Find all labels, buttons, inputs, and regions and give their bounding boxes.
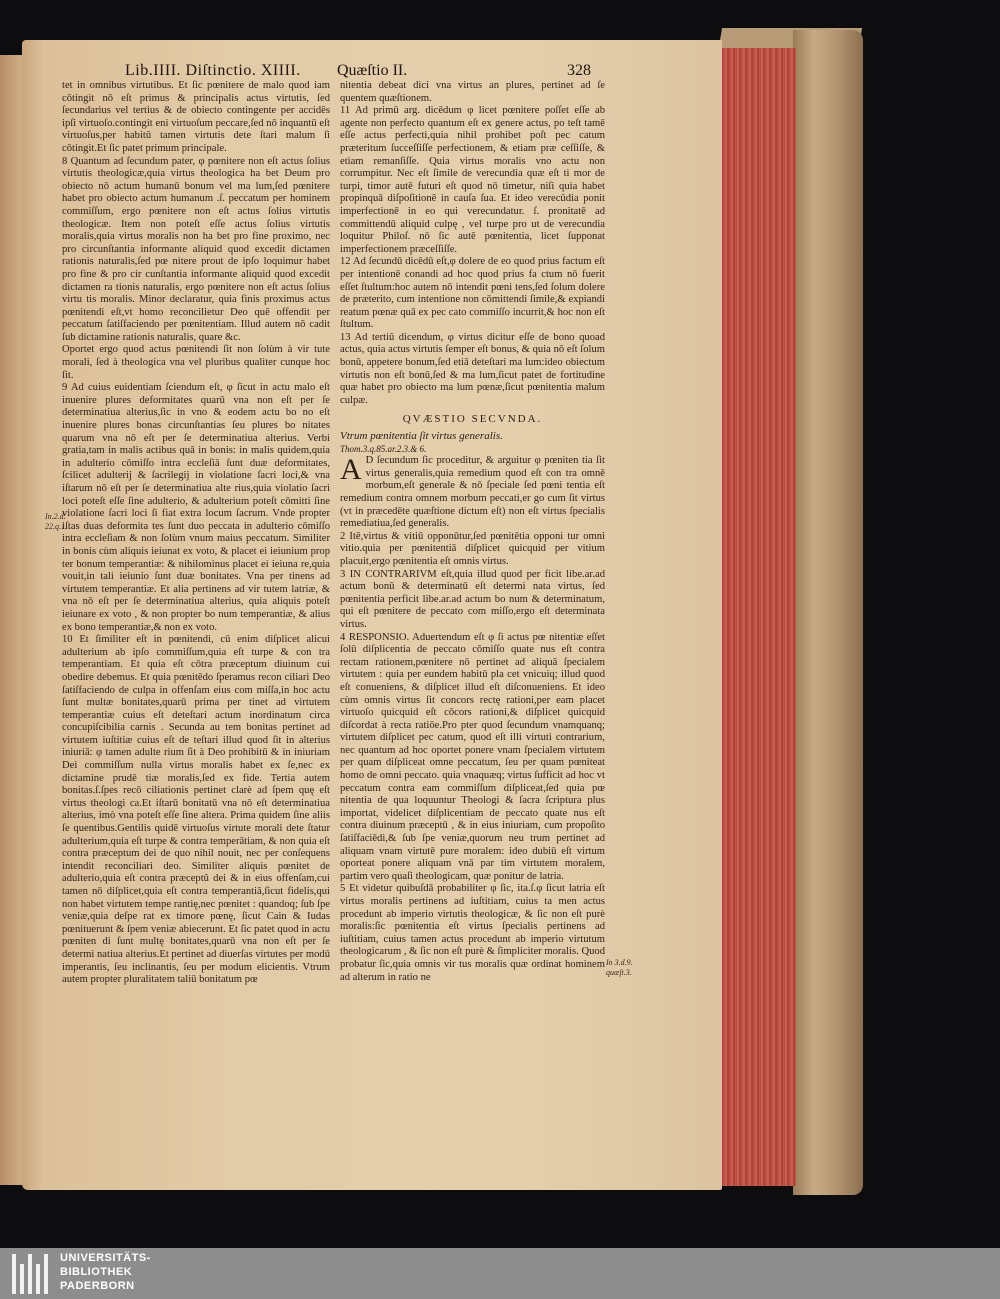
running-head-question: Quæſtio II. [337,62,408,79]
library-logo-icon [12,1254,52,1294]
running-head-left: Lib.IIII. Diſtinctio. XIIII. [125,62,301,79]
library-footer [0,1248,1000,1299]
paragraph: 8 Quantum ad ſecundum pater, φ pœnitere non eſt actus ſolius virtutis theologicæ,quia virtus theologica ha bet Deum pro obiecto nō actum humanū bonum vel ma lum,ſed pœnitere habet pro obiecto actum humanum .ſ. peccatum per hominem commiſſum, ergo pœnitere non eſt actus ſolius virtutis theologicæ. Item non poteſt eſſe actus ſolius virtutis moralis,quia virtus moralis non ha bet pro fine proximo, nec pro circunſtantia informante aliquid quod excedit dictamen rationis naturalis,ſed pœ nitere prout de ipſo loquimur habet pro fine & pro cir cunſtantia informante aliquid quod excedit dictamen ra tionis naturalis, ergo pœnitere non eſt actus ſolius virtu tis moralis. Minor declaratur, quia finis proximus actus pœnitendi eſt,vt homo reconcilietur Deo quē offendit per peccatum ſatiſfaciendo per pœnitentiam. Illud autem nō cadit ſub dictamine rationis naturalis, quare &c. [62,155,330,343]
paragraph: nitentia debeat dici vna virtus an plures, pertinet ad ſe quentem quæſtionem. [340,80,605,104]
paragraph: 5 Et videtur quibuſdā probabiliter φ ſic, ita.ſ.φ ſicut latria eſt virtus moralis pertinens ad iuſtitiam, cuius ta men actus procedunt ab imperio virtutis theologicæ, & ſic non eſt purè moralis:ſic pœnitentia eſt virtus ſpecialis pertinens ad iuſtitiam, cuius tamen actus procedunt ab imperio virtutum theologicarum , & ſic non eſt purè & ſimpliciter moralis. Quod probatur ſic,quia omnis vir tus moralis quæ ordinat hominem ad alterum in ratio ne [340,883,605,983]
paragraph: 4 RESPONSIO. Aduertendum eſt φ ſi actus pœ nitentiæ eſſet ſolū diſplicentia de peccato cōmiſſo quate nus eſt contra rectam rationem,pœnitere nō pertinet ad aliquā ſpecialem virtutem : quia per eundem habitū pla cet vnicuiq; illud quod eſt conueniens, & diſplicet illud eſt diſconueniens. Et ideo cùm omnis virtus ſit concors rectę rationi,per eam placet virtuoſo quicquid eſt cōcors rationi,& diſplicet quicquid diſcordat à recta ratiōe.Pro pter quod ſecundum vnamquanq; virtutem diſplicet pec catum, quod eſt illi virtuti contrarium, nec quantum ad hoc oportet ponere vnam ſpecialem virtutem per quam diſpliceat omne peccatum, ſeu per quam pœniteat homo de omni peccato. quia vnaquæq; virtus ſufficit ad hoc vt peccatum contra eam commiſſum diſpliceat,ſed quia pœ nitentia de qua loquuntur Theologi & ſacra ſcriptura plus importat, videlicet diſplicentiam de peccato quate nus eſt contra diuinum præceptū , & in eius iniuriam, cum propoſito ſatiſfaciēdi,& ſub ſpe veniæ,quorum neu trum pertinet ad aliquam vnam virtutē pure moralem: ideo dubiū eſt virtum oporteat ponere aliquam vnā par tim virtutem moralem, partim vero quaſi theologicam, quæ ponitur de latria. [340,631,605,882]
paragraph: 9 Ad cuius euidentiam ſciendum eſt, φ ſicut in actu malo eſt inuenire plures deformitates quarū vna non eſt per ſe determinatiua alterius,ſic in vno & eodem actu bo no eſt inuenire plures bonas circunſtantias ſeu plures bo nitates quarum vna nō eſt per ſe determinatiua alterius. Verbi gratia,tam in malis actibus quā in bonis: in malis quidem,quia in adulterio cōmiſſo intra eccleſiā ſunt duæ deformitates, ſcilicet adulterij & ſacrilegij in violatione ſacri loci,& vna iſtarum nō eſt per ſe determinatiua alte rius,quia violatio ſacri loci poteſt eſſe ſine adulterio, & adulterium poteſt cōmitti ſine violatione ſacri loci ſi fiat extra locum ſacrum. Vnde propter iſtas duas deformita tes ſunt duo peccata in adulterio cōmiſſo intra eccleſiam & non ſolùm vnum maius peccatum. Similiter in bonis cùm aliquis ieiunat ex voto, & placet ei ieiunium prop ter bonum temperantiæ: & nihilominus placet ei ieiuna re,quia vouit,in tali ieiunio ſunt duæ bonitates. Vna per tinens ad virtutem temperantiæ. Et alia pertinens ad vir tutem latriæ, & vna nō eſt per ſe determinatiua alterius, quia aliquis poteſt ieiunare ex voto , & non propter bo num temperantiæ, & alius ex bono temperantiæ,& non ex voto. [62,382,330,633]
previous-page-edge [0,55,22,1185]
paragraph-text: D ſecundum ſic proceditur, & arguitur φ pœniten tia ſit virtus generalis,quia remedium quod eſt con tra omnē morbum,eſt generale & nō ſpeciale ſed pœni tentia eſt remedium contra omnem morbum peccati,er go cum ſit virtus (vt in præcedēte quæſtione dictum eſt) non eſt virtus ſpecialis remediatiua,ſed generalis. [340,455,605,530]
left-text-column [62,80,330,987]
red-page-edges [718,48,796,1186]
question-heading: QVÆSTIO SECVNDA. [402,413,543,426]
question-title: Vtrum pœnitentia ſit virtus generalis. [340,430,503,443]
paragraph: 13 Ad tertiū dicendum, φ virtus dicitur eſſe de bono quoad actus, quia actus virtutis ſemper eſt bonus, & quia nō eſt ſolum bonū, appetere bonum,ſed etiā deteſtari ma lum:ideo obiectum virtutis non eſt bonū,ſed & ma lum,ſicut patet de fortitudine quæ habet pro obiecto ma lum pœnæ,ſicut pœnitentia malum culpæ. [340,331,605,406]
library-name-line: UNIVERSITÄTS- [60,1252,151,1264]
drop-cap: A [340,453,362,487]
paragraph: 11 Ad primū arg. dicēdum φ licet pœnitere poſſet eſſe ab agente non perfecto quantum eſt ex genere actus, po teſt tamē eſſe actus perfecti,quia nihil prohibet poſt pec catum præteritum ſucceſſiſſe perfectionem, & etiam præ ceſſiſſe, & etiam remanſiſſe. Quia virtus moralis vno actu non corrumpitur. Nec eſt ſimile de verecundia quæ eſt ti mor de turpi, timor autē futuri eſt quod nō timetur, niſi quia habet propinquā diſpoſitionē in cauſa ſua. Et ideo verecūdia ponit imperfectionē in eo qui verecundatur. ſ. pronitatē ad committendū aliquid culpę , vel turpe pro ut de verecundia loquitur Philoſ. nō ſic autē pœnitentia, licet ſupponat imperfectionem præceſſiſſe. [340,105,605,255]
right-text-column [340,80,605,984]
paragraph: Oportet ergo quod actus pœnitendi ſit non ſolùm à vir tute morali, ſed à theologica vna vel pluribus qualiter cunque hoc ſit. [62,344,330,381]
library-name [60,1251,151,1293]
paragraph-with-dropcap [340,455,605,531]
paragraph: 2 Itē,virtus & vitiū opponūtur,ſed pœnitētia opponi tur omni vitio.quia per pœnitentiā diſplicet quicquid per vitium placuit,ergo pœnitentia eſt omnis virtus. [340,530,605,567]
margin-note-left: In.2.d. 22.q.1. [45,512,67,531]
library-name-line: PADERBORN [60,1280,135,1292]
page-number: 328 [567,62,591,79]
paragraph: 10 Et ſimiliter eſt in pœnitendi, cū enim diſplicet alicui adulterium ab ipſo commiſſum,quia eſt turpe & con tra temperantiam. Et quia eſt cōtra præceptum diuinum cui obedire debemus. Et quia pœnitēdo ſperamus recon ciliari Deo ſatiſfaciendo de culpa in offenſam eius com miſſa,in hoc actu ſunt multæ bonitates,quarū prima per tinet ad virtutem temperantiæ cuius eſt deteſtari actum inordinatum circa concupiſcibilia carnis . Secunda au tem bonitas pertinet ad virtutem iuſtitiæ cuius eſt de teſtari illud quod ſit in alterius iniuriā: φ tamen adulte rium ſit à Deo prohibitū & in iniuriam Dei commiſſum nulla virtus moralis habet ex ſe,nec ex dictamine prudē tiæ moralis,ſed ex fide. Tertia autem bonitas.ſ.ſpes recō ciliationis pertinet clarè ad ſpem quę eſt virtus theologi ca.Et iſtarū bonitatū vna nō eſt determinatiua alterius, imò vna poteſt eſſe ſine altera. Prima quidem ſine aliis ſe quentibus.Gentilis quidē virtuoſus virtute morali dete ſtatur adulterium,quia eſt turpe & contra temperātiam, & non quia eſt contra præceptum dei de quo nihil nouit, nec per conſequens intendit reconciliari deo. Similiter aliquis pœnitet de adulterio,quia eſt contra præceptū dei & in eius offenſam,cui tamen nō diſplicet,quia eſt contra temperantiā,ſicut fidelis,qui non habet virtutem tempe rantię,nec pœnitet : quandoq; ſub ſpe veniæ,quia deſpe rat ex timore pœnę, ſicut Cain & Iudas pœnituerunt & ſpem veniæ abiecerunt. Et ſic patet quod in actu pœniten di ſunt multę bonitates,quarū vna non eſt per ſe determi natiua alterius.Et pertinet ad diuerſas virtutes per modū imperantis, ſeu inclinantis, ſeu per modum elicientis. Vtrum autem propter pluralitatem taliū bonitatum pœ [62,634,330,986]
paragraph: 3 IN CONTRARIVM eſt,quia illud quod per ficit libe.ar.ad actum bonū & determinatū eſt determi nata virtus, ſed pœnitentia perficit libe.ar.ad actum bo num & determinatum, qui eſt pœnitere de peccato com miſſo,ergo eſt determinata virtus. [340,568,605,630]
paragraph: 12 Ad ſecundū dicēdū eſt,φ dolere de eo quod prius factum eſt per intentionē conandi ad hoc quod prius fa ctum nō fuerit eſſet ſtultum:hoc autem nō intendit pœni tens,ſed ſolum dolere de præterito, cum intentione non cōmittendi ſimile,& expiandi reatum pœnæ quā ex pec cato commiſſo incurrit,& hoc non eſt ſtultum. [340,256,605,331]
library-name-line: BIBLIOTHEK [60,1266,133,1278]
paragraph: tet in omnibus virtutibus. Et ſic pœnitere de malo quod iam cōtingit nō eſt primus & principalis actus virtutis, ſed ſecundarius vel tertius & de obiecto contingente per accidēs ipſi virtuoſo.contingit eni virtuoſum peccare,ſed nō inquantū eſt virtuoſus,per habitū tamen virtutis dete ſtari malum ſi cōtingit.Et ſic patet primum principale. [62,80,330,154]
question-reference: Thom.3.q.85.ar.2.3.& 6. [340,443,427,454]
book-cover [793,30,863,1195]
margin-note-right: In 3.d.9. quæſt.3. [606,958,633,977]
